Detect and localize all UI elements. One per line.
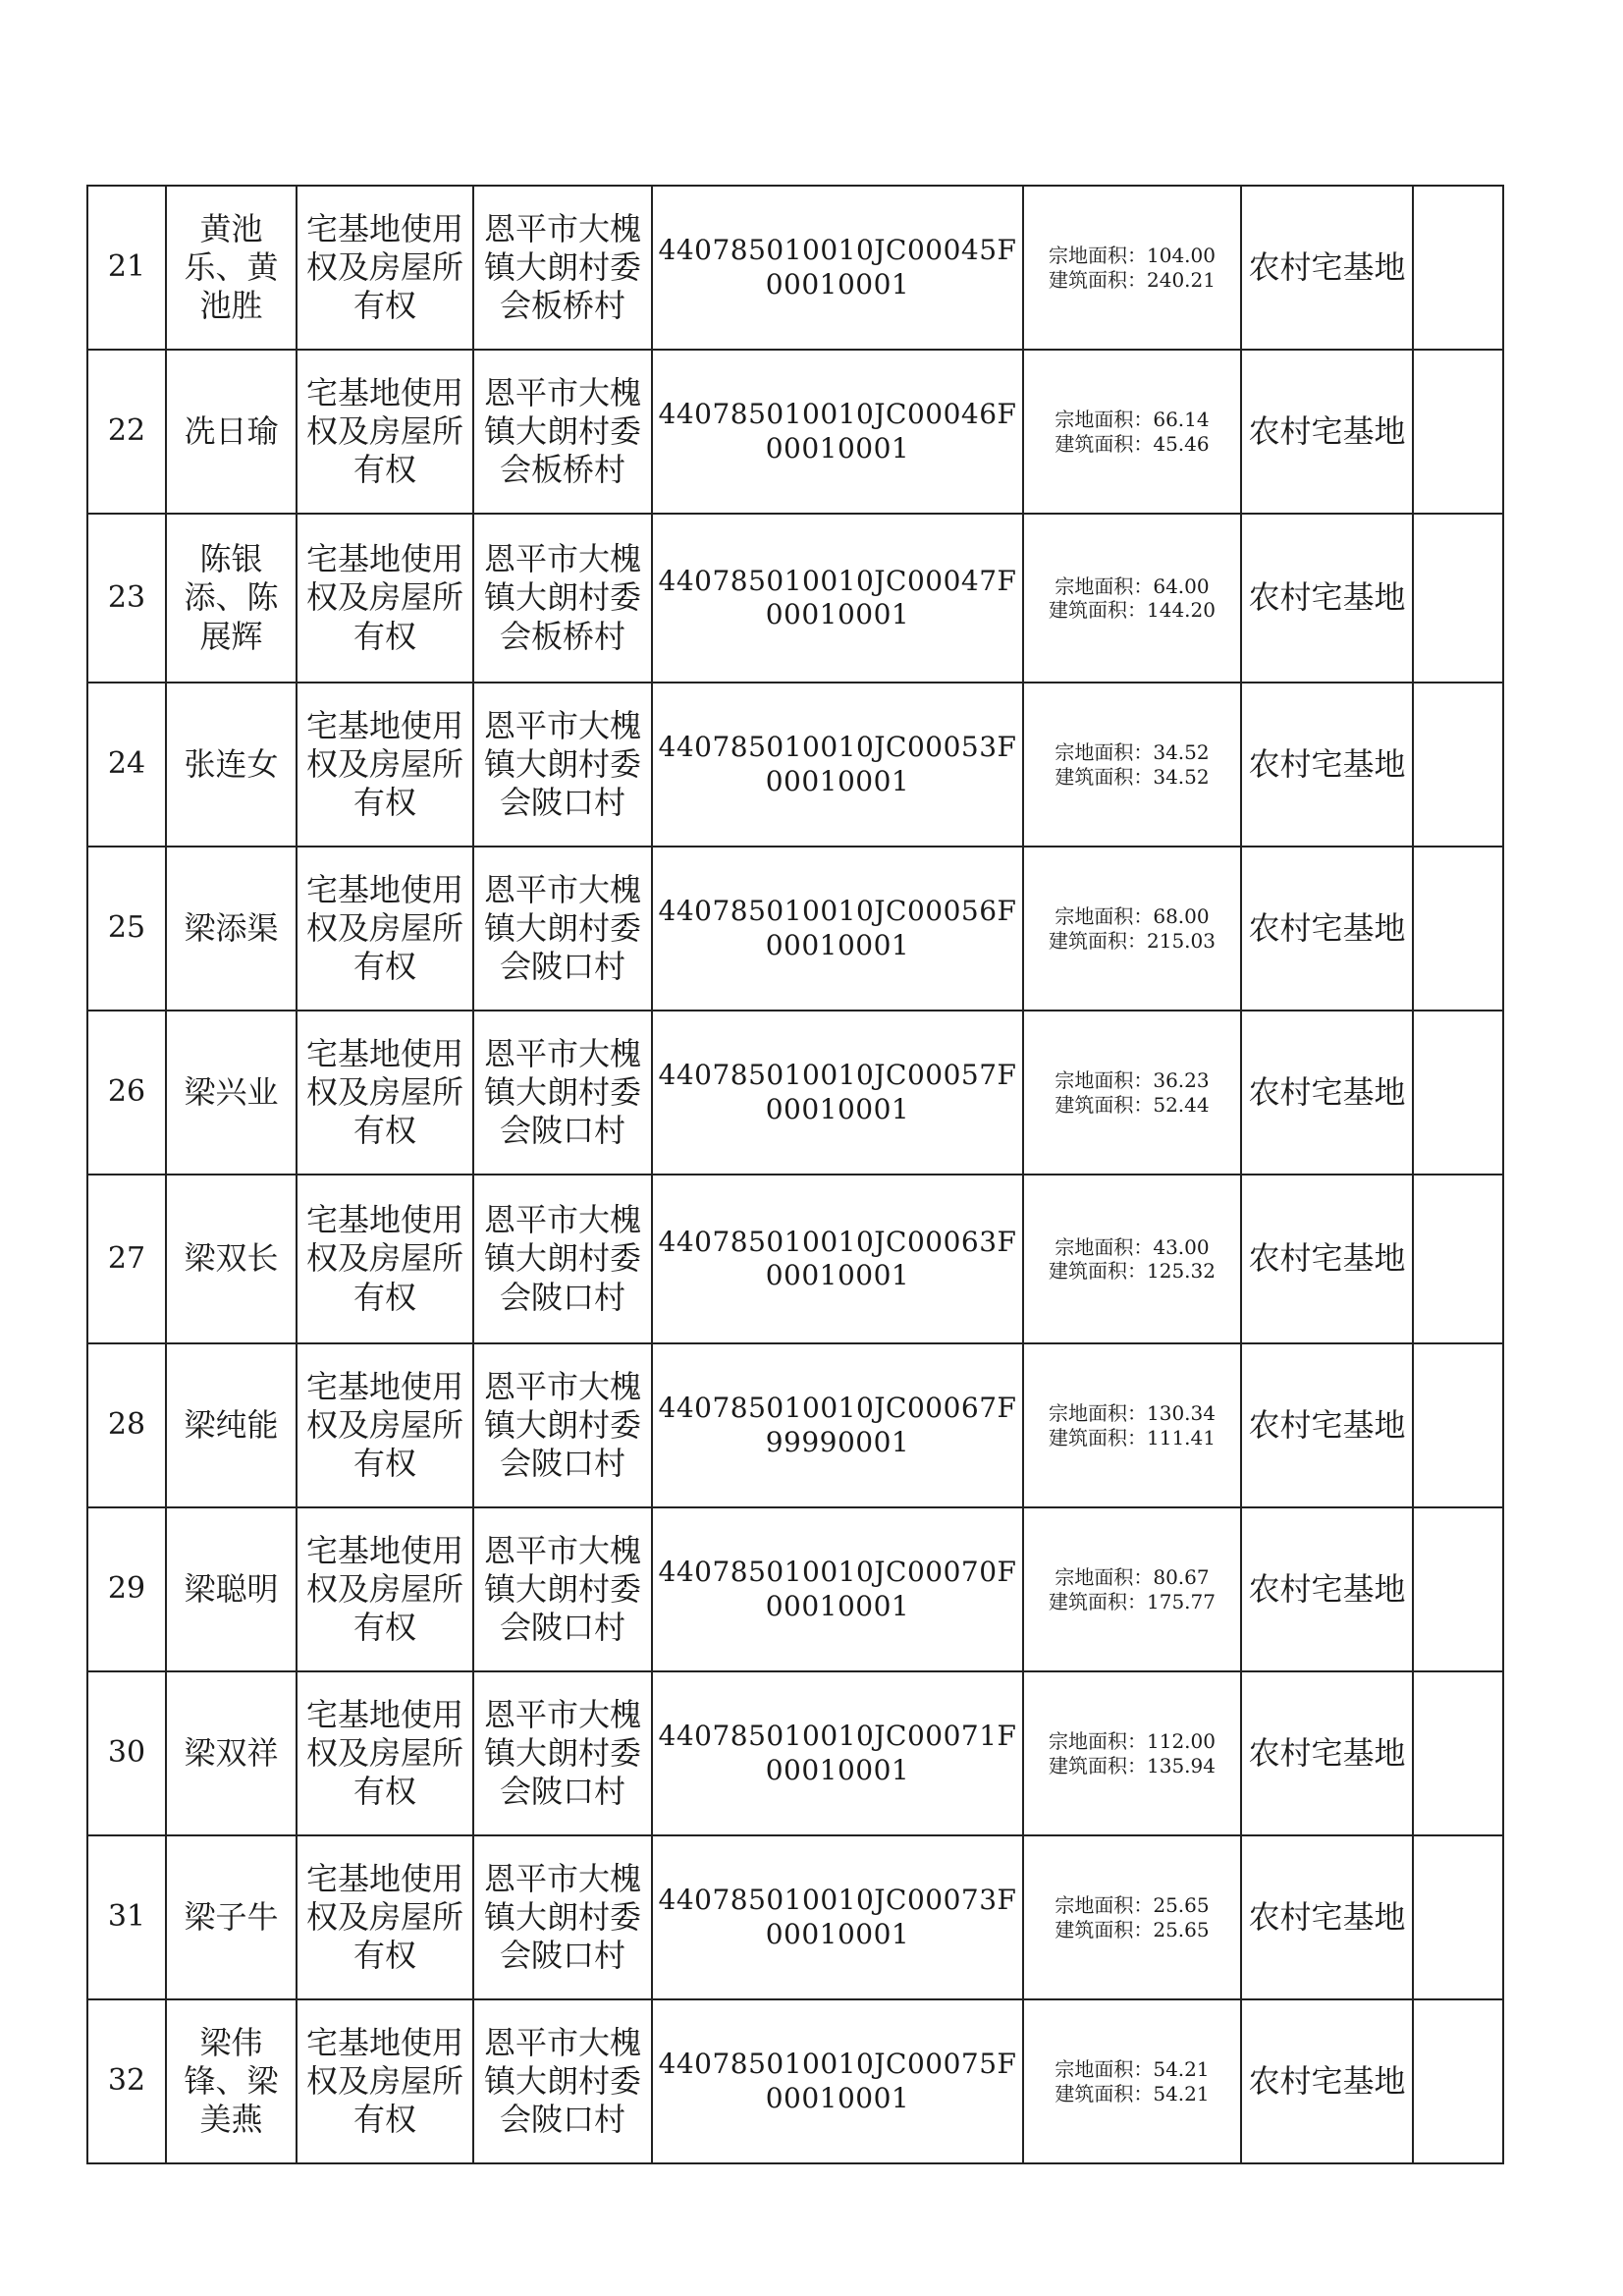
remark — [1413, 1999, 1503, 2163]
land-area-label: 宗地面积： — [1049, 244, 1147, 268]
area-cell — [1023, 514, 1241, 683]
building-area-value: 34.52 — [1153, 764, 1210, 789]
owner-name: 梁纯能 — [166, 1343, 297, 1507]
land-area-label: 宗地面积： — [1055, 1893, 1154, 1918]
owner-name: 梁双长 — [166, 1175, 297, 1343]
area-cell — [1023, 350, 1241, 514]
table-row — [87, 1999, 1503, 2163]
unit-code: 440785010010JC00071F00010001 — [652, 1671, 1023, 1835]
row-number: 29 — [87, 1507, 166, 1671]
remark — [1413, 1011, 1503, 1175]
building-area-value: 144.20 — [1147, 598, 1216, 622]
remark — [1413, 847, 1503, 1011]
building-area-label: 建筑面积： — [1055, 431, 1154, 456]
remark — [1413, 1343, 1503, 1507]
remark — [1413, 683, 1503, 847]
area-cell — [1023, 1343, 1241, 1507]
land-area-line — [1028, 244, 1236, 267]
building-area-line — [1028, 1093, 1236, 1117]
unit-code: 440785010010JC00057F00010001 — [652, 1011, 1023, 1175]
building-area-line — [1028, 1918, 1236, 1941]
building-area-line — [1028, 1426, 1236, 1449]
building-area-value: 45.46 — [1153, 431, 1210, 456]
land-area-value: 112.00 — [1147, 1729, 1216, 1754]
location: 恩平市大槐镇大朗村委会陂口村 — [473, 1999, 652, 2163]
land-area-line — [1028, 2057, 1236, 2081]
unit-code: 440785010010JC00063F00010001 — [652, 1175, 1023, 1343]
row-number: 28 — [87, 1343, 166, 1507]
owner-name: 梁添渠 — [166, 847, 297, 1011]
building-area-label: 建筑面积： — [1049, 267, 1147, 292]
location: 恩平市大槐镇大朗村委会陂口村 — [473, 1835, 652, 1999]
building-area-value: 111.41 — [1147, 1425, 1216, 1449]
remark — [1413, 1175, 1503, 1343]
land-area-line — [1028, 1729, 1236, 1753]
right-type: 宅基地使用权及房屋所有权 — [297, 350, 473, 514]
land-area-label: 宗地面积： — [1055, 408, 1154, 432]
building-area-label: 建筑面积： — [1049, 1753, 1147, 1777]
building-area-label: 建筑面积： — [1055, 764, 1154, 789]
land-area-label: 宗地面积： — [1055, 1565, 1154, 1590]
land-use: 农村宅基地 — [1241, 683, 1413, 847]
land-area-line — [1028, 1068, 1236, 1092]
land-area-label: 宗地面积： — [1055, 2057, 1154, 2082]
table-row — [87, 1671, 1503, 1835]
area-cell — [1023, 1999, 1241, 2163]
land-use: 农村宅基地 — [1241, 1671, 1413, 1835]
row-number: 26 — [87, 1011, 166, 1175]
area-cell — [1023, 1175, 1241, 1343]
table-row — [87, 1343, 1503, 1507]
land-area-value: 34.52 — [1153, 740, 1210, 765]
land-area-value: 68.00 — [1153, 904, 1210, 929]
remark — [1413, 350, 1503, 514]
building-area-line — [1028, 1590, 1236, 1613]
land-area-label: 宗地面积： — [1055, 904, 1154, 929]
table-row — [87, 1011, 1503, 1175]
land-area-label: 宗地面积： — [1055, 740, 1154, 765]
land-use: 农村宅基地 — [1241, 1175, 1413, 1343]
location: 恩平市大槐镇大朗村委会陂口村 — [473, 1671, 652, 1835]
remark — [1413, 1507, 1503, 1671]
table-row — [87, 1835, 1503, 1999]
building-area-label: 建筑面积： — [1049, 1589, 1147, 1613]
right-type: 宅基地使用权及房屋所有权 — [297, 1999, 473, 2163]
right-type: 宅基地使用权及房屋所有权 — [297, 186, 473, 350]
land-use: 农村宅基地 — [1241, 1835, 1413, 1999]
land-area-value: 66.14 — [1153, 408, 1210, 432]
building-area-value: 240.21 — [1147, 267, 1216, 292]
building-area-label: 建筑面积： — [1049, 1425, 1147, 1449]
location: 恩平市大槐镇大朗村委会陂口村 — [473, 1175, 652, 1343]
location: 恩平市大槐镇大朗村委会板桥村 — [473, 514, 652, 683]
land-use: 农村宅基地 — [1241, 1011, 1413, 1175]
location: 恩平市大槐镇大朗村委会陂口村 — [473, 683, 652, 847]
table-row — [87, 350, 1503, 514]
unit-code: 440785010010JC00073F00010001 — [652, 1835, 1023, 1999]
land-use: 农村宅基地 — [1241, 350, 1413, 514]
location: 恩平市大槐镇大朗村委会陂口村 — [473, 1507, 652, 1671]
land-area-value: 36.23 — [1153, 1068, 1210, 1093]
right-type: 宅基地使用权及房屋所有权 — [297, 514, 473, 683]
land-use: 农村宅基地 — [1241, 1343, 1413, 1507]
land-area-value: 43.00 — [1153, 1234, 1210, 1259]
owner-name: 黄池乐、黄池胜 — [166, 186, 297, 350]
right-type: 宅基地使用权及房屋所有权 — [297, 1835, 473, 1999]
location: 恩平市大槐镇大朗村委会板桥村 — [473, 350, 652, 514]
building-area-line — [1028, 929, 1236, 953]
right-type: 宅基地使用权及房屋所有权 — [297, 847, 473, 1011]
building-area-value: 52.44 — [1153, 1092, 1210, 1117]
owner-name: 张连女 — [166, 683, 297, 847]
unit-code: 440785010010JC00053F00010001 — [652, 683, 1023, 847]
building-area-line — [1028, 2082, 1236, 2105]
land-area-value: 80.67 — [1153, 1565, 1210, 1590]
land-area-line — [1028, 1401, 1236, 1425]
owner-name: 陈银添、陈展辉 — [166, 514, 297, 683]
land-area-line — [1028, 1235, 1236, 1259]
unit-code: 440785010010JC00047F00010001 — [652, 514, 1023, 683]
land-area-label: 宗地面积： — [1055, 574, 1154, 598]
table-row — [87, 186, 1503, 350]
land-use: 农村宅基地 — [1241, 1507, 1413, 1671]
land-use: 农村宅基地 — [1241, 186, 1413, 350]
owner-name: 梁兴业 — [166, 1011, 297, 1175]
remark — [1413, 514, 1503, 683]
building-area-value: 135.94 — [1147, 1753, 1216, 1777]
unit-code: 440785010010JC00056F00010001 — [652, 847, 1023, 1011]
land-area-value: 54.21 — [1153, 2057, 1210, 2082]
building-area-value: 54.21 — [1153, 2081, 1210, 2105]
row-number: 22 — [87, 350, 166, 514]
location: 恩平市大槐镇大朗村委会陂口村 — [473, 1343, 652, 1507]
area-cell — [1023, 1507, 1241, 1671]
building-area-label: 建筑面积： — [1049, 598, 1147, 622]
building-area-line — [1028, 598, 1236, 622]
land-area-label: 宗地面积： — [1055, 1234, 1154, 1259]
land-use: 农村宅基地 — [1241, 1999, 1413, 2163]
land-area-line — [1028, 408, 1236, 431]
row-number: 21 — [87, 186, 166, 350]
unit-code: 440785010010JC00075F00010001 — [652, 1999, 1023, 2163]
land-area-value: 64.00 — [1153, 574, 1210, 598]
row-number: 25 — [87, 847, 166, 1011]
land-area-value: 104.00 — [1147, 244, 1216, 268]
right-type: 宅基地使用权及房屋所有权 — [297, 1011, 473, 1175]
row-number: 31 — [87, 1835, 166, 1999]
land-area-line — [1028, 574, 1236, 598]
area-cell — [1023, 1671, 1241, 1835]
registration-table — [86, 185, 1504, 2164]
table-row — [87, 847, 1503, 1011]
building-area-label: 建筑面积： — [1049, 1259, 1147, 1283]
location: 恩平市大槐镇大朗村委会陂口村 — [473, 847, 652, 1011]
unit-code: 440785010010JC00070F00010001 — [652, 1507, 1023, 1671]
land-area-line — [1028, 1565, 1236, 1589]
land-use: 农村宅基地 — [1241, 514, 1413, 683]
right-type: 宅基地使用权及房屋所有权 — [297, 683, 473, 847]
building-area-line — [1028, 432, 1236, 456]
building-area-value: 25.65 — [1153, 1917, 1210, 1941]
table-body — [87, 186, 1503, 2163]
building-area-value: 215.03 — [1147, 928, 1216, 953]
building-area-value: 125.32 — [1147, 1259, 1216, 1283]
unit-code: 440785010010JC00067F99990001 — [652, 1343, 1023, 1507]
owner-name: 冼日瑜 — [166, 350, 297, 514]
owner-name: 梁双祥 — [166, 1671, 297, 1835]
right-type: 宅基地使用权及房屋所有权 — [297, 1671, 473, 1835]
land-use: 农村宅基地 — [1241, 847, 1413, 1011]
land-area-label: 宗地面积： — [1049, 1729, 1147, 1754]
unit-code: 440785010010JC00046F00010001 — [652, 350, 1023, 514]
remark — [1413, 1671, 1503, 1835]
land-area-label: 宗地面积： — [1049, 1401, 1147, 1426]
land-area-value: 25.65 — [1153, 1893, 1210, 1918]
remark — [1413, 186, 1503, 350]
table-row — [87, 514, 1503, 683]
unit-code: 440785010010JC00045F00010001 — [652, 186, 1023, 350]
row-number: 32 — [87, 1999, 166, 2163]
building-area-label: 建筑面积： — [1055, 2081, 1154, 2105]
table-row — [87, 1175, 1503, 1343]
building-area-line — [1028, 268, 1236, 292]
owner-name: 梁子牛 — [166, 1835, 297, 1999]
owner-name: 梁聪明 — [166, 1507, 297, 1671]
area-cell — [1023, 683, 1241, 847]
land-area-line — [1028, 1893, 1236, 1917]
land-area-line — [1028, 740, 1236, 764]
location: 恩平市大槐镇大朗村委会陂口村 — [473, 1011, 652, 1175]
land-area-label: 宗地面积： — [1055, 1068, 1154, 1093]
row-number: 24 — [87, 683, 166, 847]
building-area-line — [1028, 1259, 1236, 1283]
area-cell — [1023, 186, 1241, 350]
row-number: 30 — [87, 1671, 166, 1835]
area-cell — [1023, 1011, 1241, 1175]
right-type: 宅基地使用权及房屋所有权 — [297, 1343, 473, 1507]
location: 恩平市大槐镇大朗村委会板桥村 — [473, 186, 652, 350]
building-area-value: 175.77 — [1147, 1589, 1216, 1613]
right-type: 宅基地使用权及房屋所有权 — [297, 1175, 473, 1343]
land-area-line — [1028, 904, 1236, 928]
owner-name: 梁伟锋、梁美燕 — [166, 1999, 297, 2163]
remark — [1413, 1835, 1503, 1999]
row-number: 27 — [87, 1175, 166, 1343]
right-type: 宅基地使用权及房屋所有权 — [297, 1507, 473, 1671]
table-row — [87, 1507, 1503, 1671]
building-area-label: 建筑面积： — [1055, 1917, 1154, 1941]
building-area-label: 建筑面积： — [1055, 1092, 1154, 1117]
area-cell — [1023, 847, 1241, 1011]
building-area-line — [1028, 765, 1236, 789]
table-row — [87, 683, 1503, 847]
building-area-label: 建筑面积： — [1049, 928, 1147, 953]
area-cell — [1023, 1835, 1241, 1999]
land-area-value: 130.34 — [1147, 1401, 1216, 1426]
row-number: 23 — [87, 514, 166, 683]
building-area-line — [1028, 1754, 1236, 1777]
